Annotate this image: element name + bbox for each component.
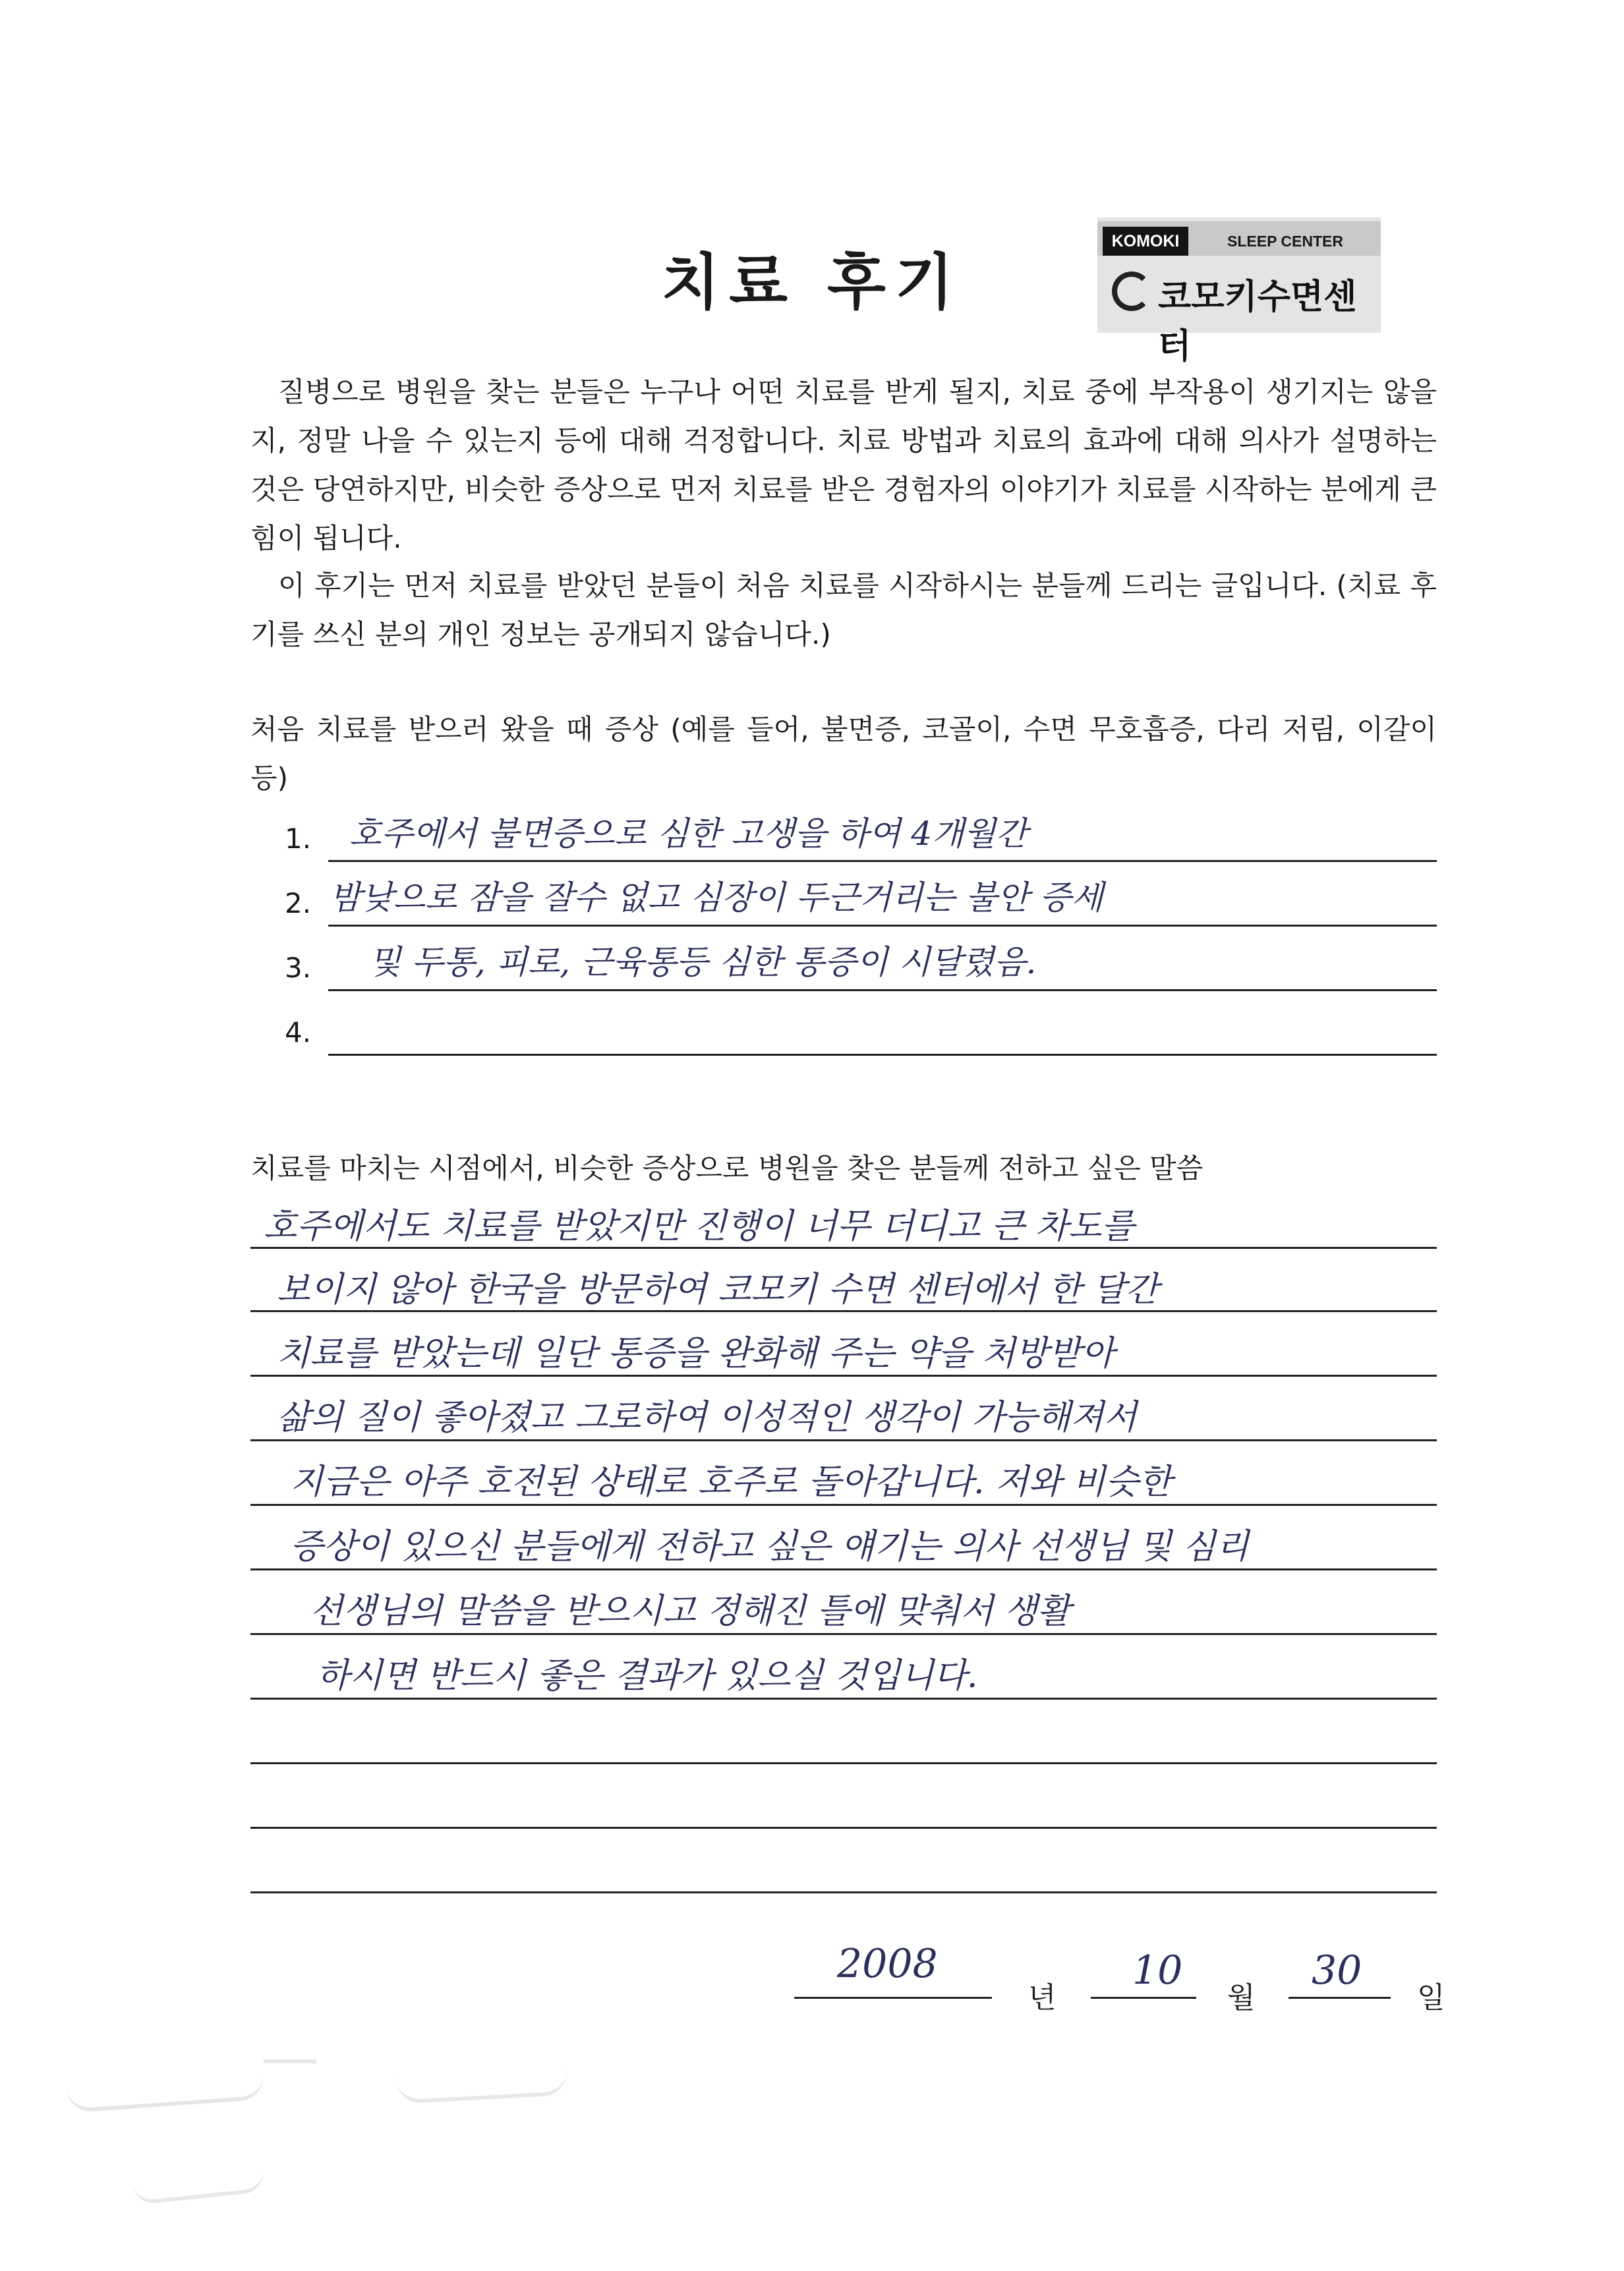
q2-answer-line-1: 호주에서도 치료를 받았지만 진행이 너무 더디고 큰 차도를 [264, 1207, 1135, 1246]
bleed-through-mark [394, 2045, 568, 2104]
q1-number-4: 4. [285, 1016, 312, 1049]
answer-line [250, 1891, 1437, 1893]
question-1-prompt: 처음 치료를 받으러 왔을 때 증상 (예를 들어, 불면증, 코골이, 수면 무호흡증, 다리 저림, 이갈이 등) [250, 713, 1437, 794]
answer-line [250, 1247, 1437, 1249]
q1-answer-2: 밤낮으로 잠을 잘수 없고 심장이 두근거리는 불안 증세 [330, 878, 1103, 917]
answer-line [328, 1054, 1437, 1056]
answer-line [250, 1568, 1437, 1570]
date-month-label: 월 [1227, 1981, 1256, 2015]
date-year: 2008 [837, 1941, 938, 1987]
q1-number-3: 3. [285, 952, 312, 984]
q2-answer-line-4: 삶의 질이 좋아졌고 그로하여 이성적인 생각이 가능해져서 [277, 1398, 1137, 1437]
date-month: 10 [1132, 1947, 1183, 1994]
page-title: 치료 후기 [661, 247, 963, 318]
bleed-through-mark [65, 2050, 266, 2113]
q2-answer-line-3: 치료를 받았는데 일단 통증을 완화해 주는 약을 처방받아 [277, 1334, 1115, 1373]
logo-brand: KOMOKI [1103, 227, 1188, 256]
date-day: 30 [1312, 1947, 1362, 1994]
logo-subtitle: SLEEP CENTER [1227, 233, 1343, 250]
answer-line [328, 860, 1437, 862]
answer-line [250, 1310, 1437, 1312]
date-year-label: 년 [1028, 1981, 1057, 2015]
date-year-line [794, 1997, 992, 1999]
komoki-logo [1097, 217, 1381, 366]
logo-banner [1097, 221, 1381, 256]
bleed-through-mark [264, 2059, 316, 2063]
answer-line [250, 1504, 1437, 1506]
intro-paragraph-1: 질병으로 병원을 찾는 분들은 누구나 어떤 치료를 받게 될지, 치료 중에 부작용이 생기지는 않을지, 정말 나을 수 있는지 등에 대해 걱정합니다. 치료 방법과 치료의 효과에 대해 의사가 설명하는 것은 당연하지만, 비슷한 증상으로 먼저 치료를 받은 경험자의 이야기가 치료를 시작하는 분에게 큰 힘이 됩니다. [250, 376, 1437, 554]
date-day-label: 일 [1417, 1981, 1445, 2015]
q2-answer-line-8: 하시면 반드시 좋은 결과가 있으실 것입니다. [316, 1656, 978, 1696]
q1-number-2: 2. [285, 887, 312, 919]
answer-line [250, 1827, 1437, 1829]
answer-line [250, 1698, 1437, 1700]
answer-line [250, 1375, 1437, 1377]
q2-answer-line-6: 증상이 있으신 분들에게 전하고 싶은 얘기는 의사 선생님 및 심리 [290, 1527, 1249, 1567]
q1-answer-3: 및 두통, 피로, 근육통등 심한 통증이 시달렸음. [369, 943, 1037, 981]
date-day-line [1289, 1997, 1391, 1999]
answer-line [328, 925, 1437, 927]
moon-icon [1112, 272, 1151, 311]
date-month-line [1091, 1997, 1196, 1999]
q1-answer-1: 호주에서 불면증으로 심한 고생을 하여 4개월간 [349, 815, 1028, 853]
answer-line [328, 989, 1437, 991]
question-2-prompt: 치료를 마치는 시점에서, 비슷한 증상으로 병원을 찾은 분들께 전하고 싶은 말씀 [250, 1152, 1204, 1184]
bleed-through-mark [130, 2148, 266, 2206]
q1-number-1: 1. [285, 822, 312, 855]
answer-line [250, 1439, 1437, 1441]
answer-line [250, 1762, 1437, 1764]
logo-name: 코모키수면센터 [1158, 277, 1357, 366]
q2-answer-line-2: 보이지 않아 한국을 방문하여 코모키 수면 센터에서 한 달간 [277, 1270, 1159, 1309]
q2-answer-line-7: 선생님의 말씀을 받으시고 정해진 틀에 맞춰서 생활 [310, 1592, 1071, 1631]
answer-line [250, 1633, 1437, 1635]
intro-paragraph-2: 이 후기는 먼저 치료를 받았던 분들이 처음 치료를 시작하시는 분들께 드리는 글입니다. (치료 후기를 쓰신 분의 개인 정보는 공개되지 않습니다.) [250, 569, 1437, 650]
q2-answer-line-5: 지금은 아주 호전된 상태로 호주로 돌아갑니다. 저와 비슷한 [290, 1462, 1172, 1502]
